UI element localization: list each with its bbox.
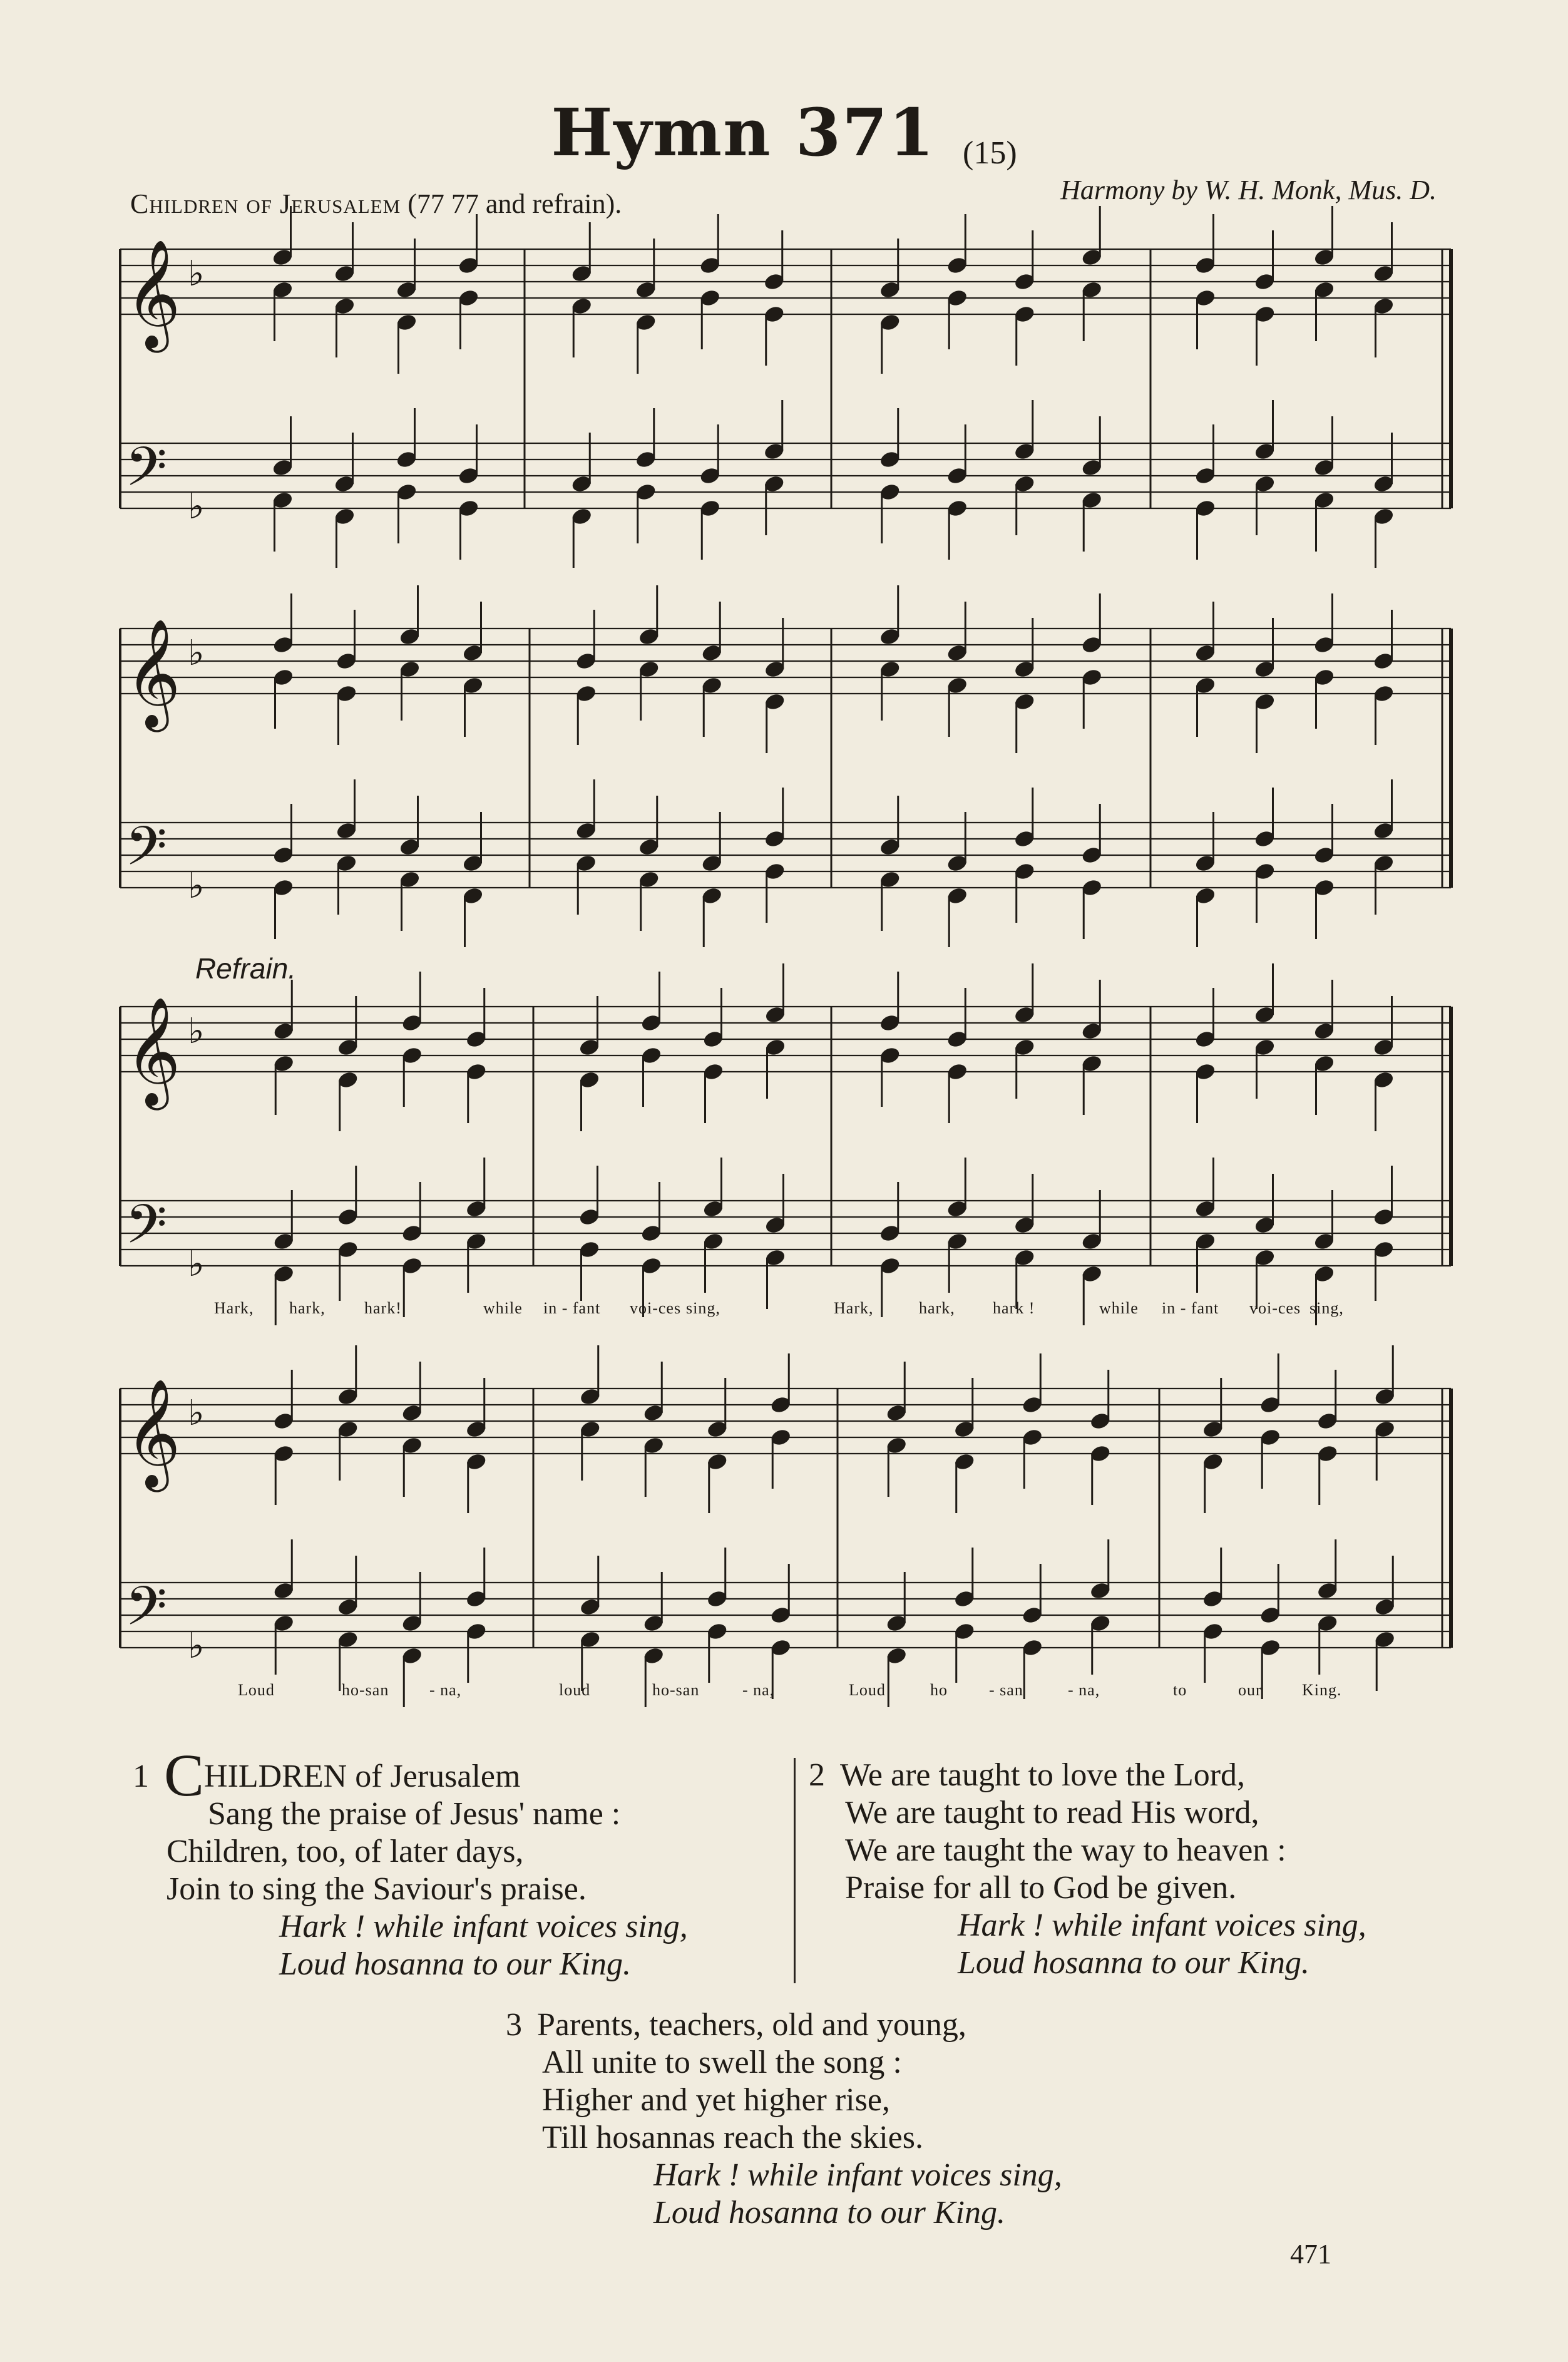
underlay-word: Hark, [214, 1299, 254, 1317]
underlay-word: ho-san [652, 1681, 700, 1699]
underlay-word: while [1099, 1299, 1139, 1317]
flat-icon: ♭ [188, 254, 205, 294]
verse-3 [506, 2006, 1062, 2232]
underlay-word: - san [989, 1681, 1023, 1699]
underlay-word: Loud [238, 1681, 275, 1699]
title-subtitle: (15) [963, 135, 1017, 171]
verse-line: Join to sing the Saviour's praise. [167, 1871, 587, 1907]
bass-clef-icon: 𝄢 [125, 1193, 167, 1269]
underlay-word: ho [930, 1681, 948, 1699]
verse-line: Higher and yet higher rise, [542, 2082, 890, 2118]
underlay-word: hark! [364, 1299, 402, 1317]
flat-icon: ♭ [188, 866, 205, 906]
treble-clef-icon: 𝄞 [125, 239, 181, 348]
verse-line: Parents, teachers, old and young, [537, 2007, 966, 2043]
column-divider [794, 1758, 796, 1983]
underlay-word: Hark, [834, 1299, 874, 1317]
verse-line: of Jerusalem [355, 1759, 521, 1794]
bass-clef-icon: 𝄢 [125, 435, 167, 511]
underlay-word: - na, [1068, 1681, 1100, 1699]
verse-line: We are taught the way to heaven : [845, 1832, 1286, 1868]
underlay-word: voi-ces [1249, 1299, 1301, 1317]
underlay-word: Loud [849, 1681, 886, 1699]
underlay-word: King. [1302, 1681, 1342, 1699]
underlay-word: sing, [686, 1299, 720, 1317]
bass-clef-icon: 𝄢 [125, 814, 167, 891]
verse-2 [809, 1757, 1366, 1982]
underlay-word: - na, [429, 1681, 462, 1699]
chorus-line: Hark ! while infant voices sing, [958, 1908, 1366, 1943]
underlay-word: while [483, 1299, 523, 1317]
bass-clef-icon: 𝄢 [125, 1574, 167, 1651]
treble-clef-icon: 𝄞 [125, 1379, 181, 1487]
page-number: 471 [1290, 2239, 1331, 2269]
verse-line: We are taught to read His word, [845, 1795, 1259, 1831]
underlay-word: hark ! [993, 1299, 1035, 1317]
chorus-line: Loud hosanna to our King. [958, 1945, 1309, 1981]
verse-1 [133, 1742, 688, 1983]
tune-meter: (77 77 and refrain). [407, 188, 622, 219]
drop-cap: C [164, 1742, 205, 1809]
tune-name: Children of Jerusalem [130, 188, 401, 219]
title-text: Hymn 371 [551, 94, 935, 171]
flat-icon: ♭ [188, 633, 205, 674]
underlay-word: in - fant [543, 1299, 601, 1317]
harmony-credit: Harmony by W. H. Monk, Mus. D. [1060, 175, 1437, 205]
chorus-line: Loud hosanna to our King. [653, 2195, 1005, 2231]
underlay-word: to [1173, 1681, 1187, 1699]
verse-first-word: HILDREN [204, 1759, 347, 1794]
underlay-word: in - fant [1162, 1299, 1219, 1317]
treble-clef-icon: 𝄞 [125, 997, 181, 1106]
underlay-word: hark, [289, 1299, 325, 1317]
verse-number: 2 [809, 1757, 825, 1793]
verse-line: All unite to swell the song : [542, 2045, 902, 2080]
underlay-word: hark, [919, 1299, 955, 1317]
treble-clef-icon: 𝄞 [125, 619, 181, 727]
verse-line: Sang the praise of Jesus' name : [208, 1796, 621, 1832]
chorus-line: Hark ! while infant voices sing, [279, 1909, 688, 1944]
underlay-word: voi-ces [630, 1299, 682, 1317]
flat-icon: ♭ [188, 1626, 205, 1666]
verse-line: Till hosannas reach the skies. [542, 2120, 923, 2155]
chorus-line: Hark ! while infant voices sing, [653, 2157, 1062, 2193]
underlay-word: loud [559, 1681, 591, 1699]
verse-line: Children, too, of later days, [167, 1834, 524, 1869]
flat-icon: ♭ [188, 1011, 205, 1052]
refrain-label: Refrain. [195, 952, 297, 985]
underlay-word: ho-san [342, 1681, 389, 1699]
underlay-word: sing, [1309, 1299, 1344, 1317]
flat-icon: ♭ [188, 1393, 205, 1434]
verse-number: 3 [506, 2007, 522, 2043]
flat-icon: ♭ [188, 1244, 205, 1285]
chorus-line: Loud hosanna to our King. [279, 1946, 631, 1982]
flat-icon: ♭ [188, 486, 205, 527]
underlay-word: - na, [742, 1681, 775, 1699]
verse-line: We are taught to love the Lord, [840, 1757, 1246, 1793]
verse-line: Praise for all to God be given. [845, 1870, 1237, 1906]
verse-number: 1 [133, 1759, 149, 1794]
underlay-word: our [1238, 1681, 1262, 1699]
